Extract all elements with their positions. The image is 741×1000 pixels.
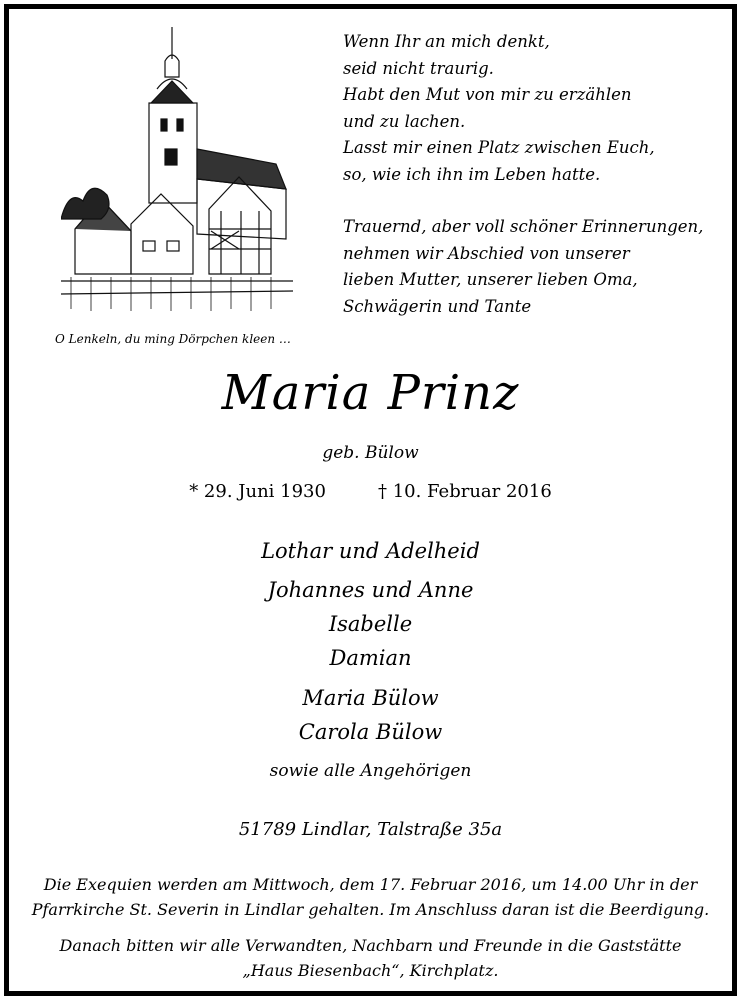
deceased-name: Maria Prinz: [221, 365, 520, 421]
family-member: Maria Bülow: [302, 686, 439, 710]
service-line: Pfarrkirche St. Severin in Lindlar gehalten. Im Anschluss daran ist die Beerdigung.: [31, 900, 710, 919]
obituary-frame: [4, 4, 737, 996]
gathering-line: „Haus Biesenbach“, Kirchplatz.: [242, 961, 499, 980]
birth-date: * 29. Juni 1930: [189, 481, 326, 502]
mourning-line: lieben Mutter, unserer lieben Oma,: [343, 270, 638, 289]
family-member: Lothar und Adelheid: [261, 539, 480, 563]
poem-line: Habt den Mut von mir zu erzählen: [343, 85, 632, 104]
service-line: Die Exequien werden am Mittwoch, dem 17. Februar 2016, um 14.00 Uhr in der: [43, 875, 698, 894]
sketch-caption: O Lenkeln, du ming Dörpchen kleen …: [55, 332, 291, 346]
relatives-line: sowie alle Angehörigen: [269, 761, 472, 781]
family-member: Johannes und Anne: [267, 578, 474, 602]
born-name: geb. Bülow: [322, 443, 419, 463]
poem: [343, 29, 733, 320]
address: 51789 Lindlar, Talstraße 35a: [238, 819, 503, 840]
family-member: Carola Bülow: [298, 720, 443, 744]
mourning-line: Trauernd, aber voll schöner Erinnerungen,: [343, 217, 704, 236]
mourning-line: nehmen wir Abschied von unserer: [343, 243, 630, 263]
gathering-line: Danach bitten wir alle Verwandten, Nachbarn und Freunde in die Gaststätte: [59, 936, 682, 955]
family-member: Damian: [329, 646, 412, 670]
service-notice: [29, 872, 712, 922]
poem-line: und zu lachen.: [343, 111, 466, 131]
poem-line: seid nicht traurig.: [343, 58, 494, 78]
life-dates: [9, 481, 732, 502]
death-date: † 10. Februar 2016: [377, 481, 552, 502]
mourning-line: Schwägerin und Tante: [343, 296, 532, 316]
poem-line: so, wie ich ihn im Leben hatte.: [343, 164, 601, 184]
gathering-notice: [29, 933, 712, 983]
church-village-sketch-icon: [61, 19, 293, 319]
family-member: Isabelle: [328, 612, 413, 636]
stanza-gap: [343, 188, 733, 214]
poem-line: Wenn Ihr an mich denkt,: [343, 32, 550, 51]
poem-line: Lasst mir einen Platz zwischen Euch,: [343, 138, 655, 157]
